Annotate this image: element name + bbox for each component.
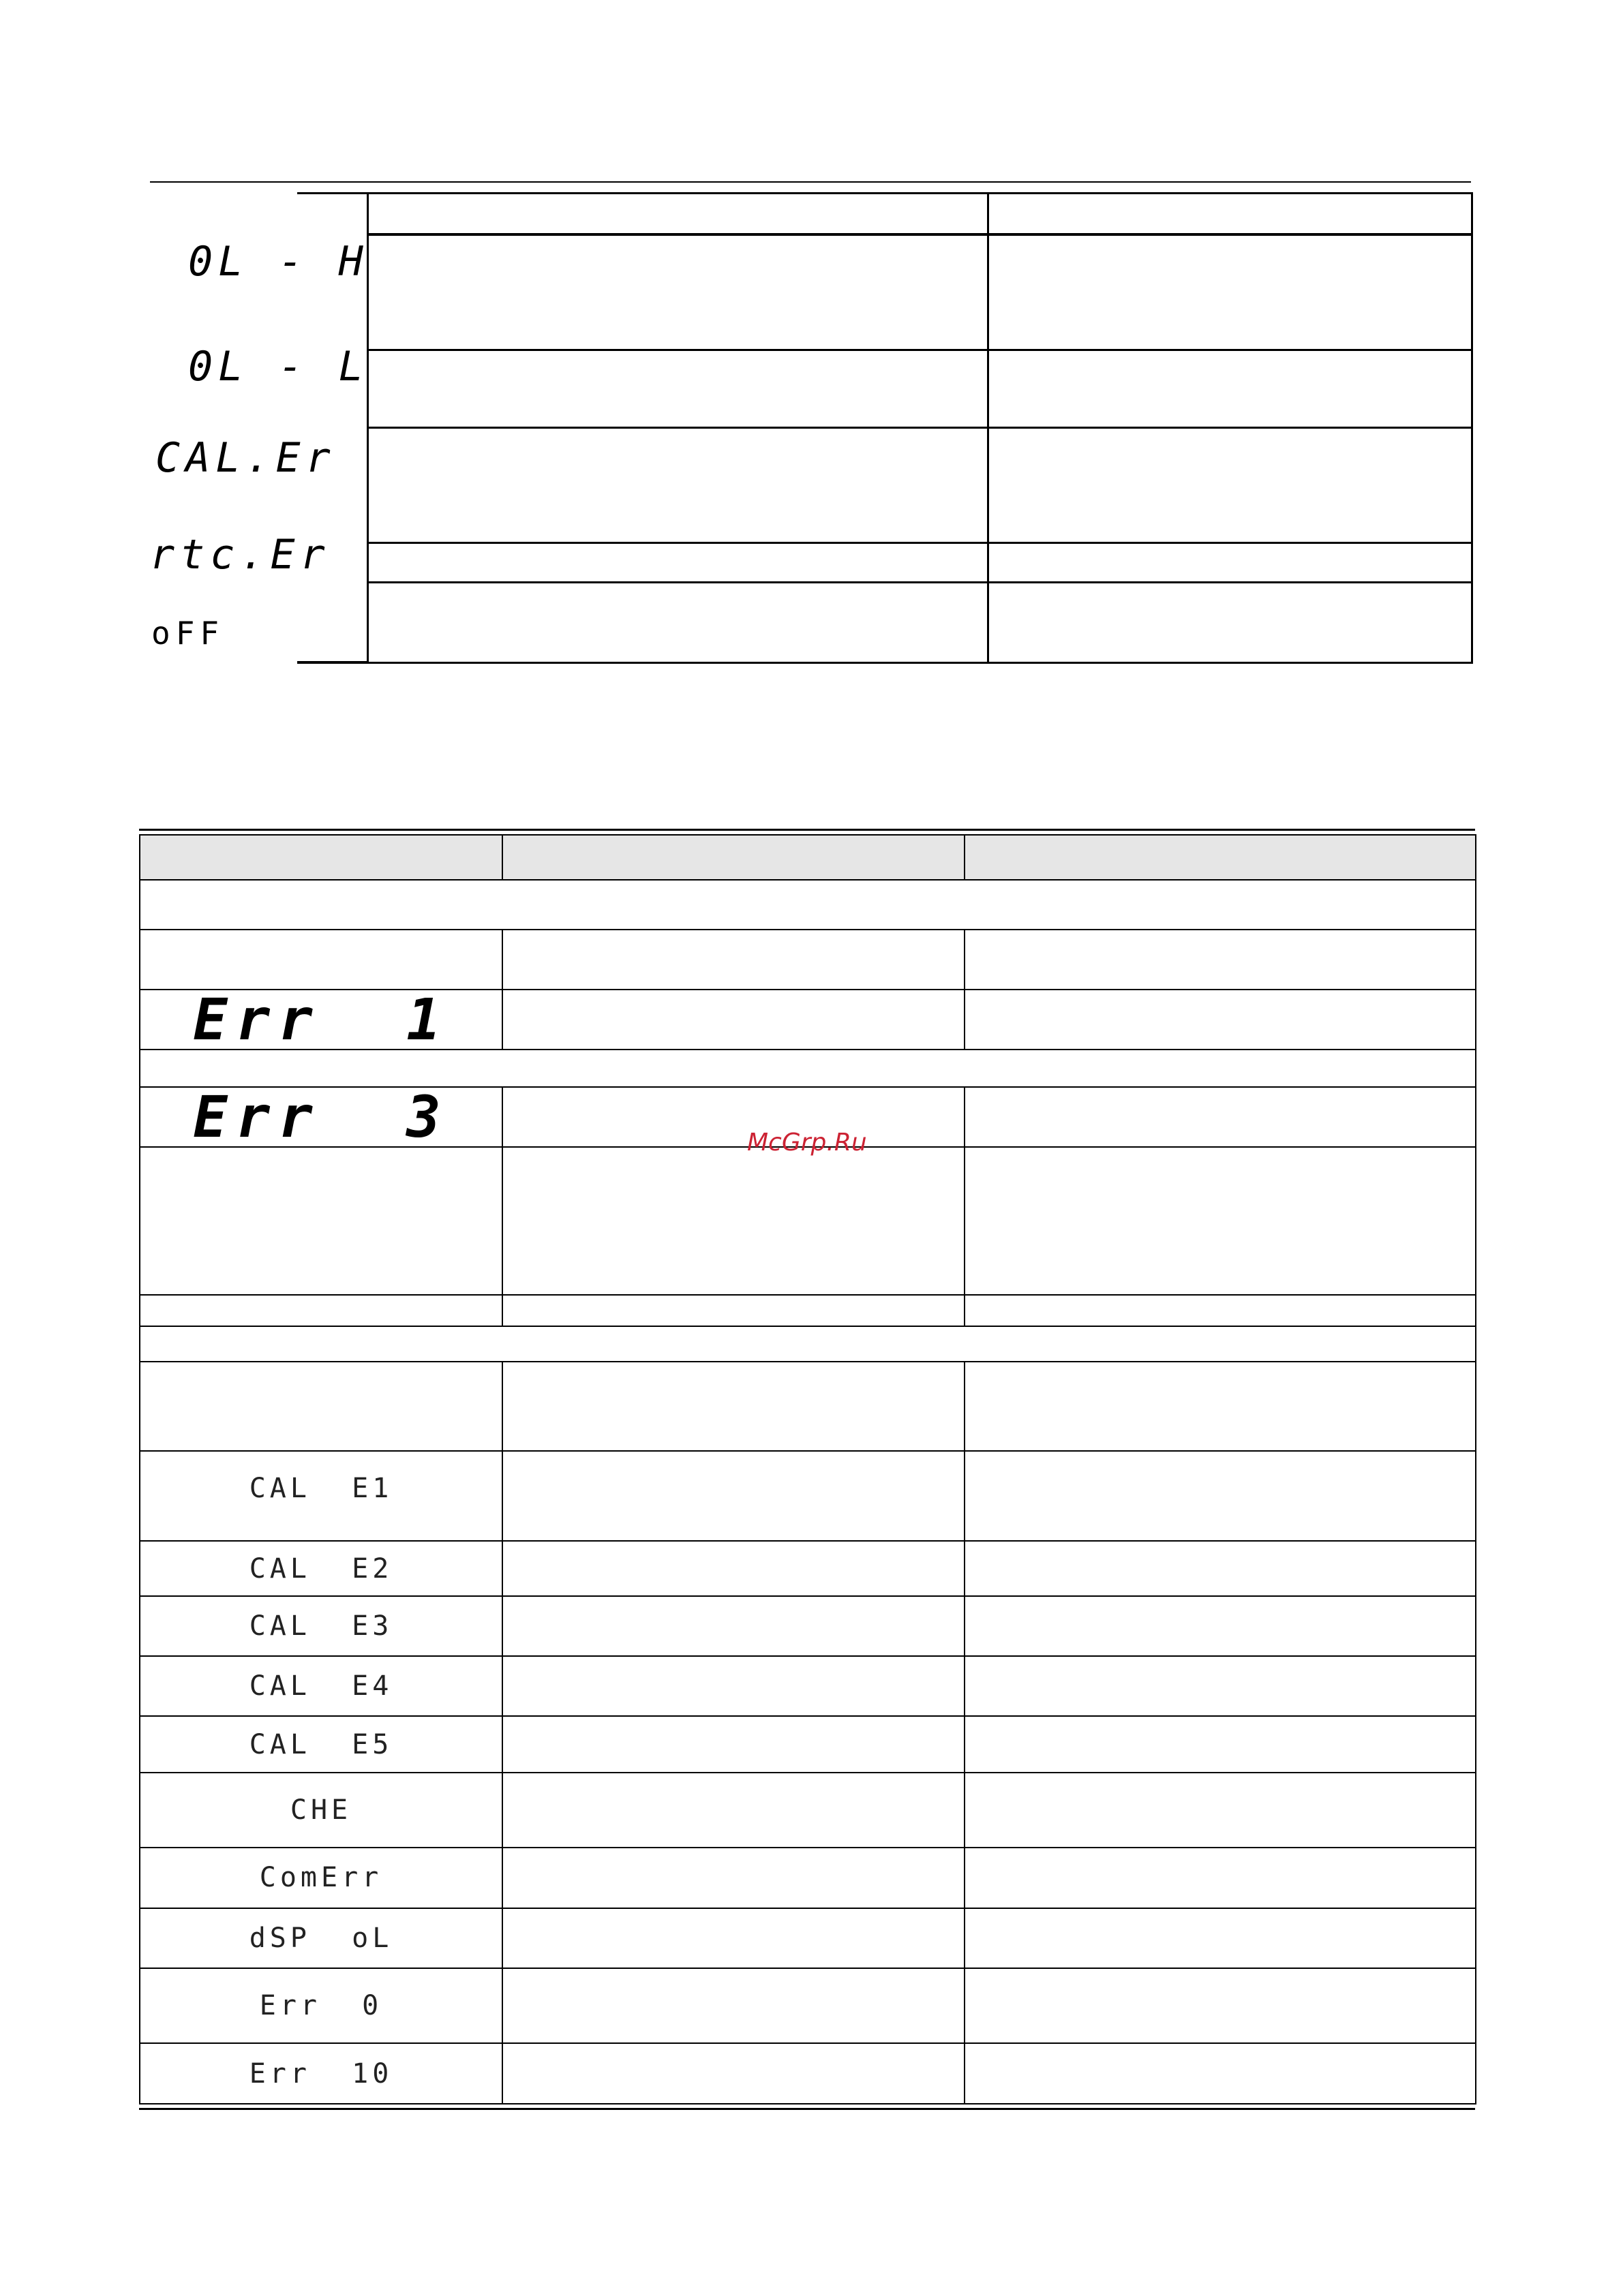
- code-ol-l: 0L - L: [188, 343, 369, 391]
- code-cal-er: CAL.Er: [155, 434, 336, 482]
- table-row: [140, 2043, 1476, 2104]
- indicator-grid: [367, 192, 1473, 664]
- code-ol-h: 0L - H: [188, 238, 369, 286]
- indicator-table: [297, 192, 1471, 664]
- code-che: CHE: [290, 1794, 352, 1826]
- display-codes-column: [136, 192, 369, 664]
- code-err3: Err 3: [193, 1083, 449, 1150]
- code-cal-e3: CAL E3: [249, 1610, 393, 1642]
- code-cal-e1: CAL E1: [249, 1472, 393, 1504]
- table-row: [368, 582, 1472, 662]
- code-cal-e4: CAL E4: [249, 1670, 393, 1702]
- table-row: [140, 1295, 1476, 1326]
- header-rule: [150, 181, 1471, 183]
- table-row: [140, 1968, 1476, 2043]
- section-row: [140, 1326, 1476, 1362]
- watermark: McGrp.Ru: [747, 1129, 867, 1157]
- code-comerr: ComErr: [259, 1862, 383, 1894]
- section-row: [140, 1050, 1476, 1086]
- table-row: [368, 350, 1472, 428]
- table-bottom-rule: [139, 2108, 1475, 2110]
- code-err1: Err 1: [193, 986, 449, 1054]
- table-row: [140, 1541, 1476, 1595]
- code-rtc-er: rtc.Er: [150, 531, 331, 579]
- table-row: [140, 1362, 1476, 1451]
- table-row: [140, 1451, 1476, 1542]
- code-off: oFF: [151, 615, 225, 652]
- code-dsp-ol: dSP oL: [249, 1922, 393, 1954]
- table-row: [140, 1848, 1476, 1908]
- table-row: [368, 428, 1472, 542]
- table-row: [140, 990, 1476, 1050]
- table-row: [368, 234, 1472, 350]
- code-err10: Err 10: [249, 2057, 393, 2090]
- table-row: [140, 1147, 1476, 1295]
- table-row: [140, 1716, 1476, 1772]
- code-cal-e2: CAL E2: [249, 1552, 393, 1585]
- table-top-rule: [139, 829, 1475, 831]
- section-row: [140, 880, 1476, 929]
- code-cal-e5: CAL E5: [249, 1728, 393, 1760]
- table-row: [140, 1656, 1476, 1716]
- table-row: [368, 542, 1472, 582]
- code-err0: Err 0: [259, 1990, 383, 2022]
- table-row: [140, 1596, 1476, 1656]
- table-row: [140, 1773, 1476, 1848]
- table-header: [140, 835, 1476, 880]
- error-table: [139, 834, 1476, 2104]
- table-row: [140, 930, 1476, 990]
- table-row: [140, 1908, 1476, 1968]
